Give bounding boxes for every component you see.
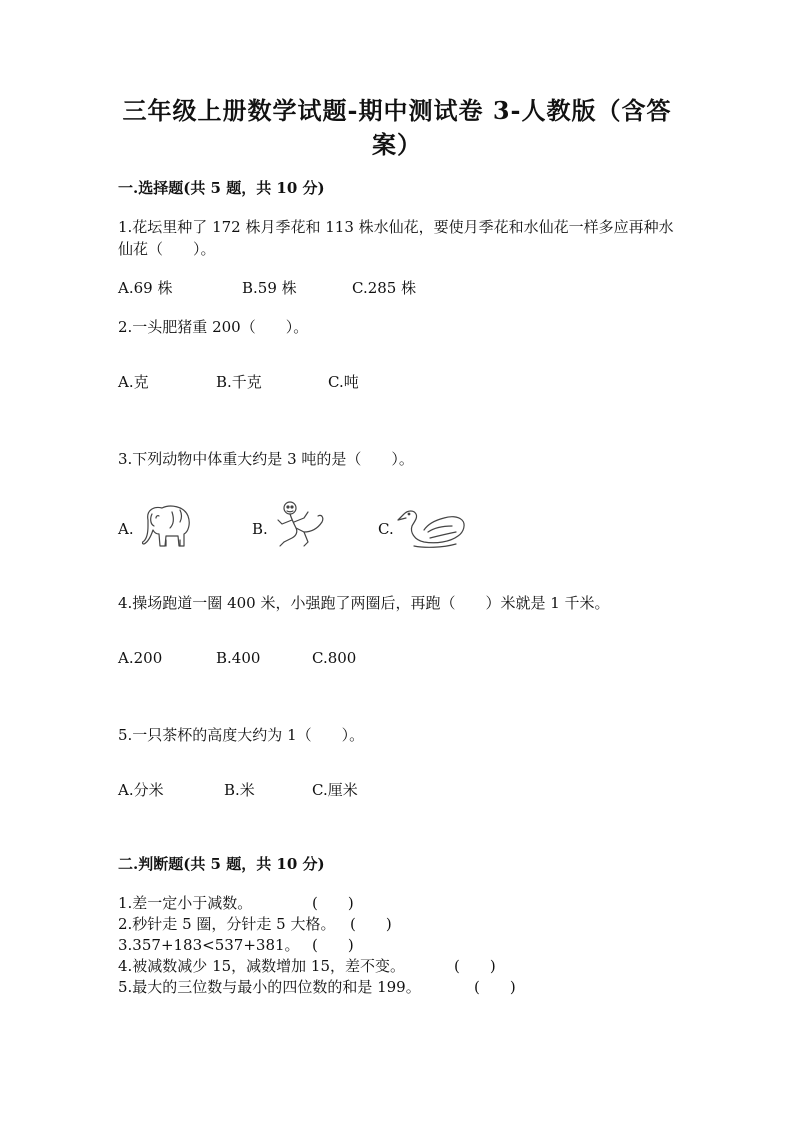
option-3b[interactable]: B. <box>252 520 268 538</box>
option-2a[interactable]: A.克 <box>118 373 149 391</box>
page-title: 三年级上册数学试题-期中测试卷 3-人教版（含答案） <box>122 96 672 159</box>
option-3a[interactable]: A. <box>118 520 134 538</box>
judge-answer-1[interactable]: ( ) <box>312 894 354 912</box>
option-2c[interactable]: C.吨 <box>328 373 359 391</box>
judge-item-5: 5.最大的三位数与最小的四位数的和是 199。 <box>118 978 421 996</box>
section-header-judge: 二.判断题(共 5 题，共 10 分) <box>118 855 325 873</box>
judge-answer-5[interactable]: ( ) <box>474 978 516 996</box>
option-4b[interactable]: B.400 <box>216 649 261 667</box>
question-1: 1.花坛里种了 172 株月季花和 113 株水仙花，要使月季花和水仙花一样多应再种水仙花（ ）。 <box>118 218 674 258</box>
option-5c[interactable]: C.厘米 <box>312 781 358 799</box>
judge-answer-3[interactable]: ( ) <box>312 936 354 954</box>
section-header-choice: 一.选择题(共 5 题，共 10 分) <box>118 179 325 197</box>
elephant-icon[interactable] <box>136 500 194 552</box>
option-5a[interactable]: A.分米 <box>118 781 164 799</box>
question-3: 3.下列动物中体重大约是 3 吨的是（ ）。 <box>118 450 414 468</box>
question-2: 2.一头肥猪重 200（ ）。 <box>118 318 309 336</box>
question-4: 4.操场跑道一圈 400 米，小强跑了两圈后，再跑（ ）米就是 1 千米。 <box>118 594 610 612</box>
judge-item-2: 2.秒针走 5 圈，分针走 5 大格。 <box>118 915 336 933</box>
judge-answer-4[interactable]: ( ) <box>454 957 496 975</box>
judge-item-3: 3.357+183<537+381。 <box>118 936 300 954</box>
option-5b[interactable]: B.米 <box>224 781 255 799</box>
option-1c[interactable]: C.285 株 <box>352 279 417 297</box>
option-1a[interactable]: A.69 株 <box>118 279 173 297</box>
swan-icon[interactable] <box>394 502 468 550</box>
option-3c[interactable]: C. <box>378 520 394 538</box>
judge-answer-2[interactable]: ( ) <box>350 915 392 933</box>
option-1b[interactable]: B.59 株 <box>242 279 297 297</box>
option-2b[interactable]: B.千克 <box>216 373 262 391</box>
judge-item-1: 1.差一定小于减数。 <box>118 894 253 912</box>
judge-item-4: 4.被减数减少 15，减数增加 15，差不变。 <box>118 957 406 975</box>
question-5: 5.一只茶杯的高度大约为 1（ ）。 <box>118 726 365 744</box>
option-4c[interactable]: C.800 <box>312 649 357 667</box>
monkey-icon[interactable] <box>274 498 328 552</box>
option-4a[interactable]: A.200 <box>118 649 163 667</box>
